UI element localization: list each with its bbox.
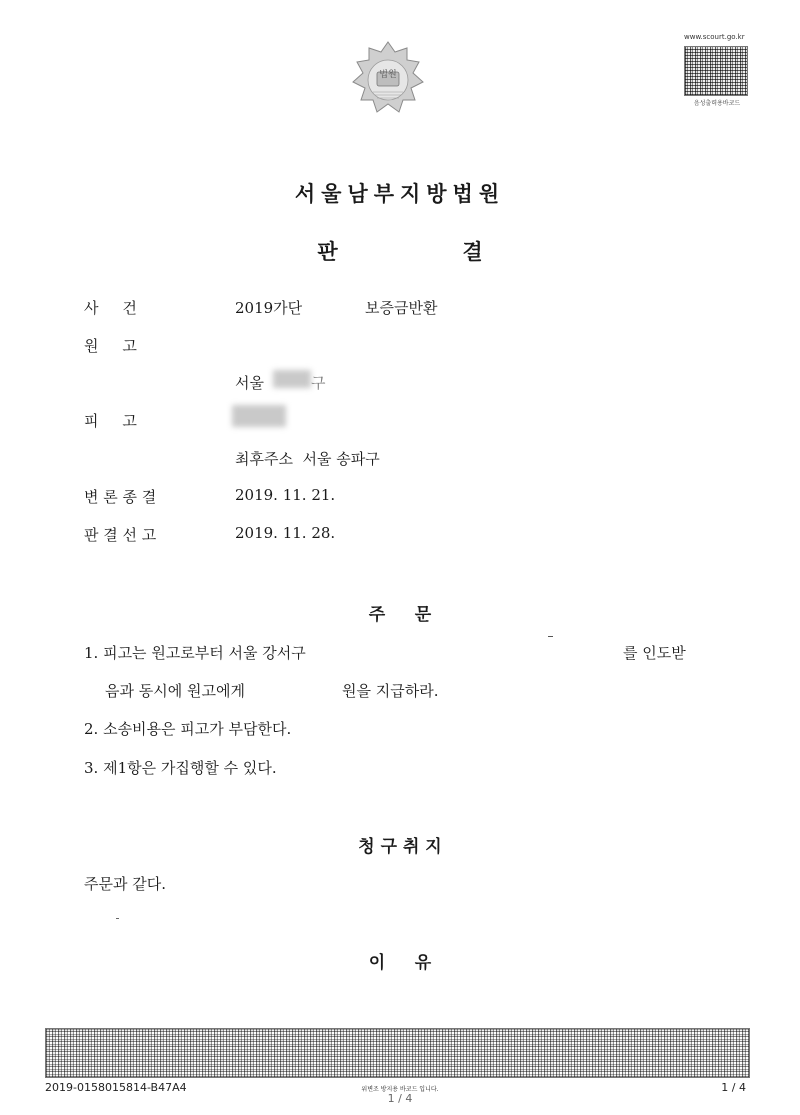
section-title-reason: 이 유 — [368, 953, 432, 973]
plaintiff-address: 서울 — [235, 374, 264, 392]
page-number: 1 / 4 — [721, 1081, 746, 1094]
section-title-order: 주 문 — [368, 605, 432, 625]
order-item-1-part-c: 음과 동시에 원고에게 — [105, 682, 245, 700]
doc-type-char-1: 판 — [317, 240, 338, 264]
field-label-hearing-closed: 변 론 종 결 — [84, 488, 157, 506]
order-item-2: 2. 소송비용은 피고가 부담한다. — [84, 720, 292, 738]
redaction-defendant-name — [232, 405, 286, 427]
anti-forgery-barcode — [45, 1028, 750, 1078]
court-name: 서울남부지방법원 — [294, 182, 506, 206]
field-value-hearing-closed: 2019. 11. 21. — [235, 486, 336, 504]
qr-code — [684, 46, 748, 96]
redaction-dash — [548, 636, 553, 637]
field-value-judgment-date: 2019. 11. 28. — [235, 524, 336, 542]
document-id: 2019-0158015814-B47A4 — [45, 1081, 187, 1094]
order-item-1-part-b: 를 인도받 — [623, 644, 686, 662]
document-type — [0, 236, 800, 266]
section-title-claim: 청 구 취 지 — [358, 837, 442, 857]
center-page-number: 1 / 4 — [387, 1092, 413, 1105]
order-item-1-part-a: 1. 피고는 원고로부터 서울 강서구 — [84, 644, 306, 662]
field-value-case-number: 2019가단 — [235, 299, 303, 317]
field-label-judgment-date: 판 결 선 고 — [84, 526, 157, 544]
order-item-3: 3. 제1항은 가집행할 수 있다. — [84, 759, 277, 777]
claim-text: 주문과 같다. — [84, 875, 166, 893]
emblem-text: 법원 — [379, 70, 397, 80]
field-label-case: 사 건 — [84, 299, 137, 317]
order-item-1-part-d: 원을 지급하라. — [342, 682, 439, 700]
defendant-last-address: 최후주소 서울 송파구 — [235, 450, 380, 468]
qr-url: www.scourt.go.kr — [684, 33, 745, 41]
qr-caption: 음성출력용바코드 — [693, 100, 741, 107]
field-value-case-name: 보증금반환 — [365, 299, 438, 317]
barcode-note: 위변조 방지용 바코드 입니다. — [361, 1086, 439, 1093]
redaction-plaintiff-address — [273, 370, 311, 388]
field-label-defendant: 피 고 — [84, 412, 137, 430]
doc-type-char-2: 결 — [462, 240, 483, 264]
plaintiff-address-suffix: 구 — [311, 374, 326, 392]
field-label-plaintiff: 원 고 — [84, 337, 137, 355]
scan-speck — [116, 918, 119, 919]
